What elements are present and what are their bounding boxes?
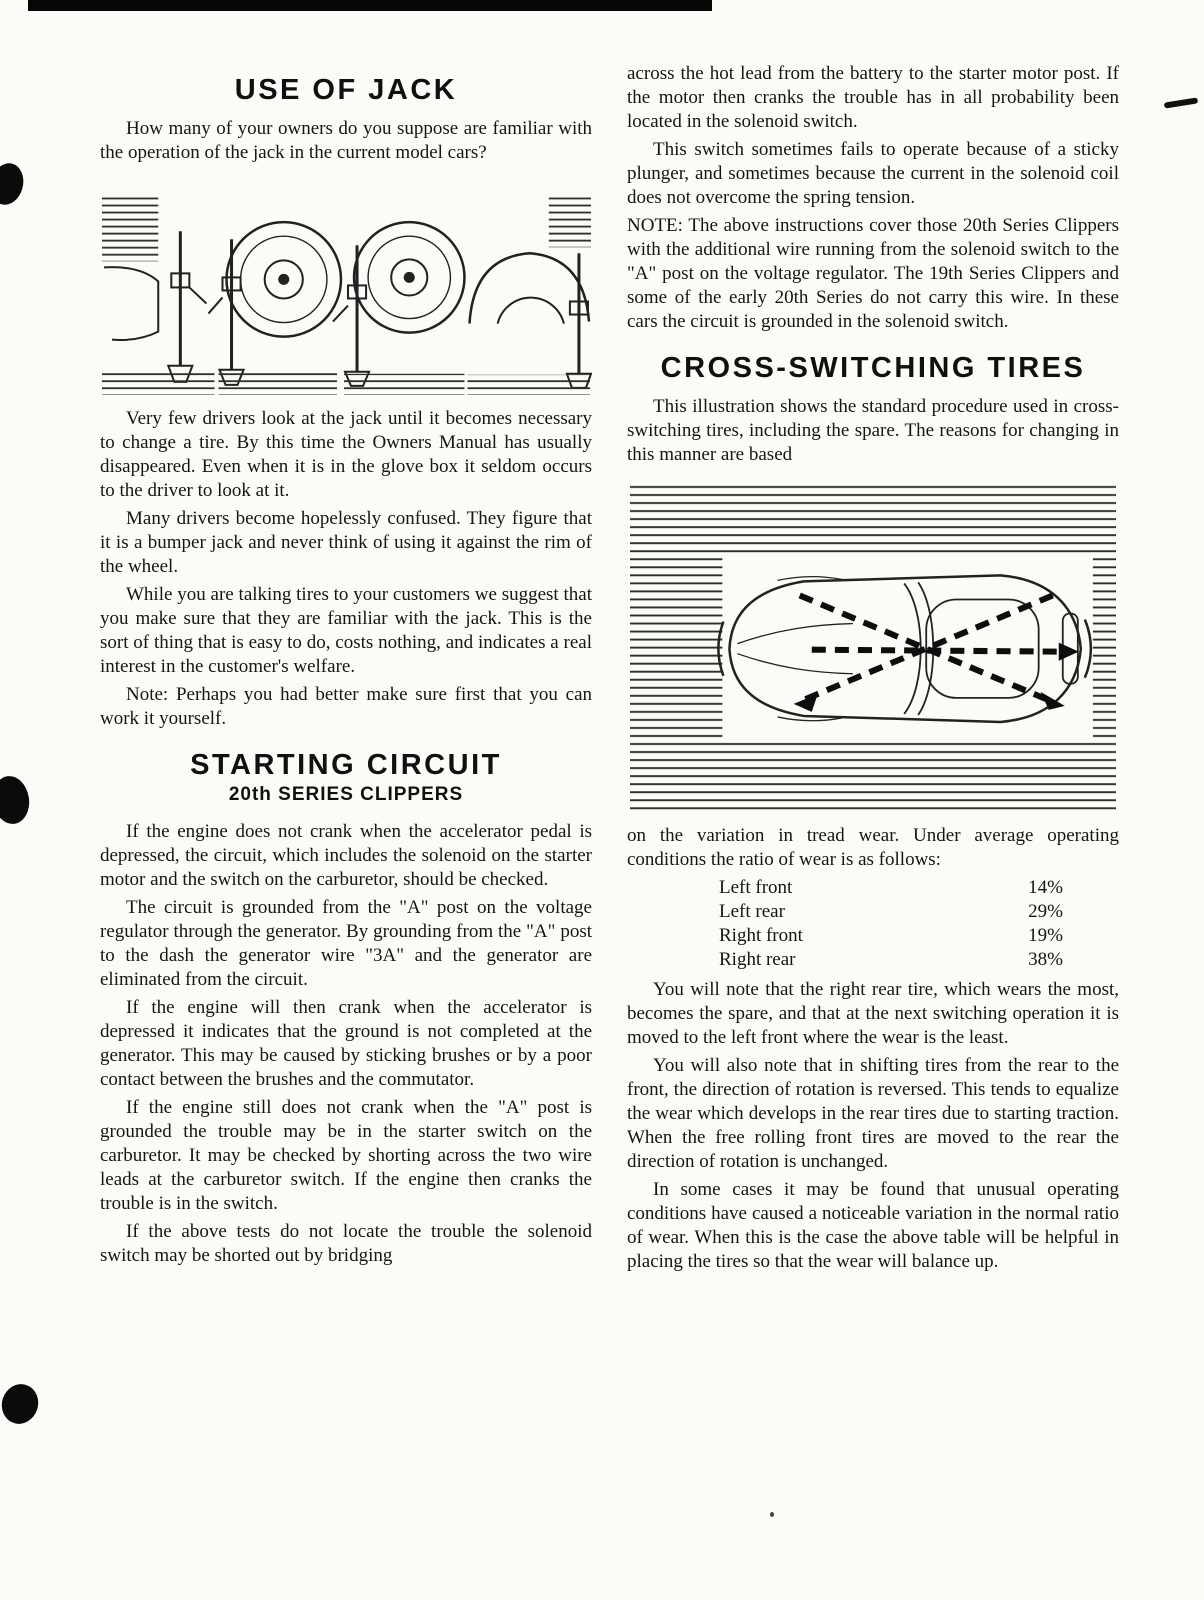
- wear-value: 19%: [1028, 925, 1063, 947]
- wear-label: Right front: [719, 925, 803, 947]
- paragraph: If the engine does not crank when the accelerator pedal is depressed, the circuit, which includes the solenoid on the starter motor and the switch on the carburetor, should be checked.: [100, 820, 592, 890]
- wear-table-row: [719, 900, 1063, 924]
- wear-label: Right rear: [719, 949, 796, 971]
- paragraph: How many of your owners do you suppose are familiar with the operation of the jack in the current model cars?: [100, 118, 592, 163]
- wear-value: 38%: [1028, 949, 1063, 971]
- paragraph: on the variation in tread wear. Under average operating conditions the ratio of wear is as follows:: [627, 825, 1119, 871]
- paragraph: Note: Perhaps you had better make sure first that you can work it yourself.: [100, 683, 592, 729]
- scan-artifact-dot: [770, 1512, 774, 1517]
- right-edge-scan-mark: [1164, 97, 1199, 108]
- paragraph: This illustration shows the standard procedure used in cross-switching tires, including the spare. The reasons for changing in this manner are based: [627, 396, 1119, 465]
- paragraph: If the above tests do not locate the trouble the solenoid switch may be shorted out by bridging: [100, 1220, 592, 1266]
- wear-table-row: [719, 924, 1063, 948]
- jack-illustration: [100, 181, 592, 397]
- paragraph: You will note that the right rear tire, which wears the most, becomes the spare, and that at the next switching operation it is moved to the left front where the wear is the least.: [627, 979, 1119, 1049]
- section-title-use-of-jack: USE OF JACK: [234, 74, 458, 106]
- paragraph: Very few drivers look at the jack until it becomes necessary to change a tire. By this time the Owners Manual has usually disappeared. Even when it is in the glove box it seldom occurs to the driver to look at it.: [100, 407, 592, 501]
- punch-hole-mark: [0, 160, 28, 208]
- note-paragraph: NOTE: The above instructions cover those 20th Series Clippers with the additional wire running from the solenoid switch to the "A" post on the voltage regulator. The 19th Series Clippers and some of the early 20th Series do not carry this wire. In these cars the circuit is grounded in the solenoid switch.: [627, 215, 1119, 332]
- paragraph: Many drivers become hopelessly confused. They figure that it is a bumper jack and never think of using it against the rim of the wheel.: [100, 507, 592, 577]
- punch-hole-mark: [0, 773, 33, 826]
- wear-value: 14%: [1028, 877, 1063, 899]
- paragraph: You will also note that in shifting tires from the rear to the front, the direction of rotation is reversed. This tends to equalize the wear which develops in the rear tires due to starting traction. When the free rolling front tires are moved to the rear the direction of rotation is unchanged.: [627, 1055, 1119, 1173]
- right-column: [627, 0, 1119, 1278]
- wear-label: Left rear: [719, 901, 785, 923]
- paragraph: If the engine still does not crank when the "A" post is grounded the trouble may be in the starter switch on the carburetor. It may be checked by shorting across the two wire leads at the carburetor switch. If the engine then cranks the trouble is in the switch.: [100, 1096, 592, 1214]
- paragraph: The circuit is grounded from the "A" post on the voltage regulator through the generator. By grounding from the "A" post to the dash the generator wire "3A" and the generator are eliminated from the circuit.: [100, 896, 592, 990]
- paragraph: across the hot lead from the battery to the starter motor post. If the motor then cranks the trouble has in all probability been located in the solenoid switch.: [627, 63, 1119, 132]
- tire-rotation-illustration: [627, 483, 1119, 814]
- wear-table-row: [719, 876, 1063, 900]
- paragraph: If the engine will then crank when the accelerator is depressed it indicates that the ground is not completed at the generator. This may be caused by sticking brushes or by a poor contact between the brushes and the commutator.: [100, 996, 592, 1090]
- punch-hole-mark: [0, 1379, 43, 1428]
- paragraph: While you are talking tires to your customers we suggest that you make sure that they are familiar with the jack. This is the sort of thing that is easy to do, costs nothing, and indicates a real interest in the customer's welfare.: [100, 583, 592, 677]
- tire-rotation-svg: [627, 483, 1119, 814]
- wear-label: Left front: [719, 877, 793, 899]
- left-column: [100, 0, 592, 1272]
- section-subtitle-20th-series: 20th SERIES CLIPPERS: [228, 783, 464, 805]
- wear-value: 29%: [1028, 901, 1063, 923]
- section-title-cross-switching-tires: CROSS-SWITCHING TIRES: [660, 352, 1086, 384]
- tire-wear-table: [719, 876, 1063, 972]
- jack-figure-svg: [100, 181, 592, 397]
- paragraph: In some cases it may be found that unusual operating conditions have caused a noticeable variation in the normal ratio of wear. When this is the case the above table will be helpful in placing the tires so that the wear will balance up.: [627, 1179, 1119, 1273]
- section-title-starting-circuit: STARTING CIRCUIT: [190, 748, 502, 781]
- paragraph: This switch sometimes fails to operate because of a sticky plunger, and sometimes because the current in the solenoid coil does not overcome the spring tension.: [627, 139, 1119, 208]
- wear-table-row: [719, 948, 1063, 972]
